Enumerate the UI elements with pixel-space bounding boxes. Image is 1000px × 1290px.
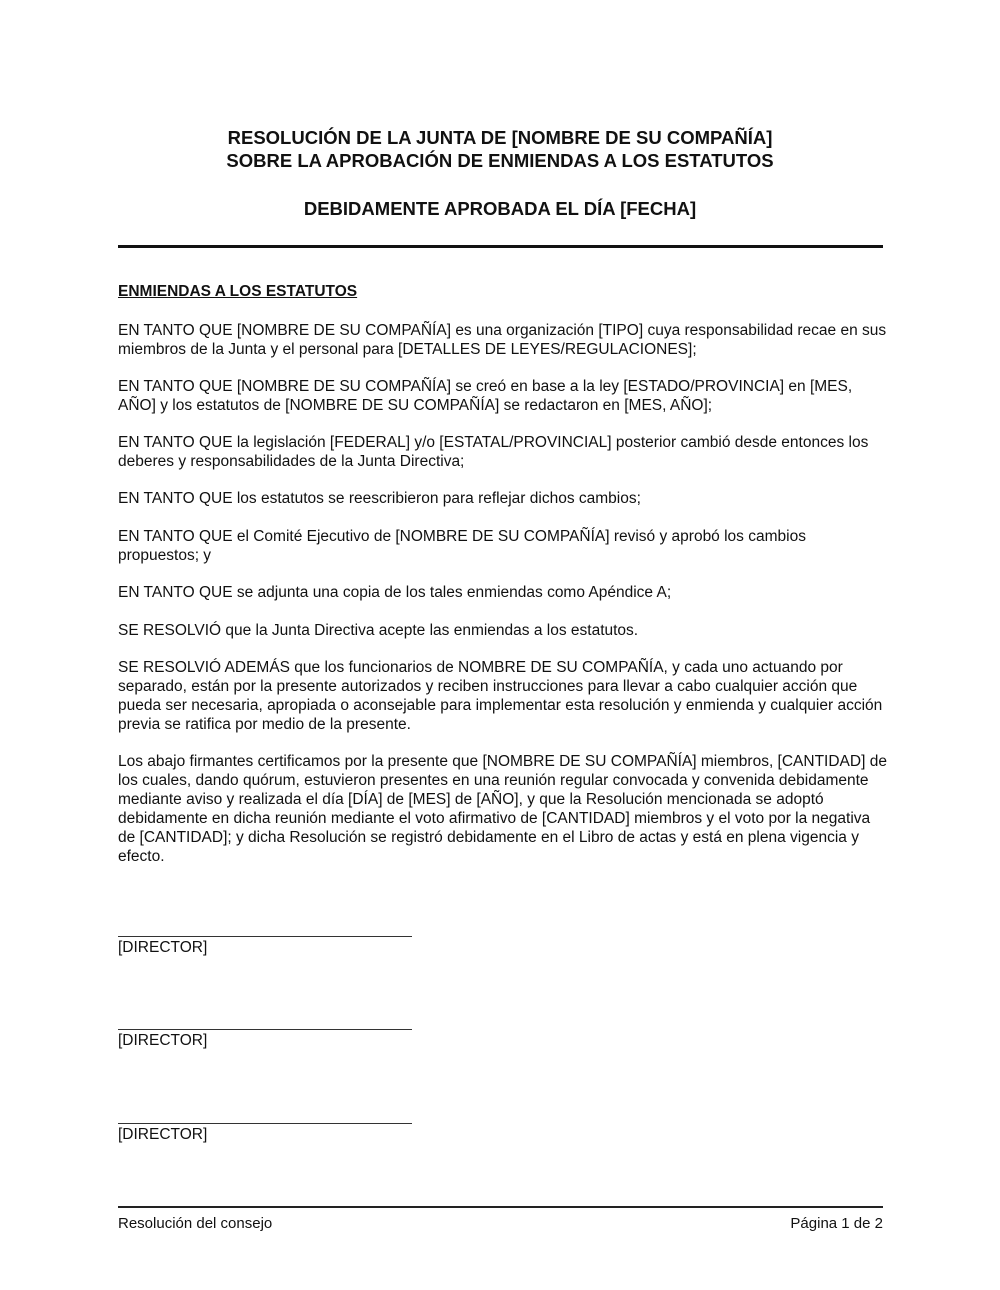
paragraph-certification: Los abajo firmantes certificamos por la presente que [NOMBRE DE SU COMPAÑÍA] miembros, [CANTIDAD] de los cuales, dando quórum, estuvieron presentes en una reunión regular convocada y convenida debidamente mediante aviso y realizada el día [DÍA] de [MES] de [AÑO], y que la Resolución mencionada se adoptó debidamente en dicha reunión mediante el voto afirmativo de [CANTIDAD] miembros y el voto por la negativa de [CANTIDAD]; y dicha Resolución se registró debidamente en el Libro de actas y está en plena vigencia y efecto. bbox=[118, 753, 887, 865]
signature-line-2 bbox=[118, 1029, 412, 1030]
footer-divider bbox=[118, 1206, 883, 1208]
document-subtitle: DEBIDAMENTE APROBADA EL DÍA [FECHA] bbox=[303, 198, 697, 219]
footer-page-number: Página 1 de 2 bbox=[790, 1215, 883, 1232]
section-heading: ENMIENDAS A LOS ESTATUTOS bbox=[118, 283, 358, 300]
document-title-line-1: RESOLUCIÓN DE LA JUNTA DE [NOMBRE DE SU COMPAÑÍA] bbox=[227, 127, 773, 148]
signature-line-1 bbox=[118, 936, 412, 937]
paragraph-resolved-further: SE RESOLVIÓ ADEMÁS que los funcionarios de NOMBRE DE SU COMPAÑÍA, y cada uno actuando por separado, están por la presente autorizados y reciben instrucciones para llevar a cabo cualquier acción que pueda ser necesaria, apropiada o aconsejable para implementar esta resolución y enmienda y cualquier acción previa se ratifica por medio de la presente. bbox=[118, 659, 883, 733]
document-title-line-2: SOBRE LA APROBACIÓN DE ENMIENDAS A LOS ESTATUTOS bbox=[226, 150, 774, 171]
signature-label-1: [DIRECTOR] bbox=[118, 939, 208, 956]
footer-document-name: Resolución del consejo bbox=[118, 1215, 273, 1232]
signature-line-3 bbox=[118, 1123, 412, 1124]
paragraph-whereas-2: EN TANTO QUE [NOMBRE DE SU COMPAÑÍA] se creó en base a la ley [ESTADO/PROVINCIA] en [MES, AÑO] y los estatutos de [NOMBRE DE SU COMPAÑÍA] se redactaron en [MES, AÑO]; bbox=[118, 378, 853, 414]
title-divider bbox=[118, 245, 883, 248]
paragraph-whereas-1: EN TANTO QUE [NOMBRE DE SU COMPAÑÍA] es una organización [TIPO] cuya responsabilidad recae en sus miembros de la Junta y el personal para [DETALLES DE LEYES/REGULACIONES]; bbox=[118, 322, 887, 358]
signature-label-3: [DIRECTOR] bbox=[118, 1126, 208, 1143]
paragraph-whereas-4: EN TANTO QUE los estatutos se reescribieron para reflejar dichos cambios; bbox=[118, 490, 641, 507]
paragraph-whereas-6: EN TANTO QUE se adjunta una copia de los tales enmiendas como Apéndice A; bbox=[118, 584, 672, 601]
signature-label-2: [DIRECTOR] bbox=[118, 1032, 208, 1049]
paragraph-whereas-5: EN TANTO QUE el Comité Ejecutivo de [NOMBRE DE SU COMPAÑÍA] revisó y aprobó los cambios propuestos; y bbox=[118, 528, 806, 564]
paragraph-resolved: SE RESOLVIÓ que la Junta Directiva acepte las enmiendas a los estatutos. bbox=[118, 622, 639, 639]
paragraph-whereas-3: EN TANTO QUE la legislación [FEDERAL] y/o [ESTATAL/PROVINCIAL] posterior cambió desde entonces los deberes y responsabilidades de la Junta Directiva; bbox=[118, 434, 869, 470]
